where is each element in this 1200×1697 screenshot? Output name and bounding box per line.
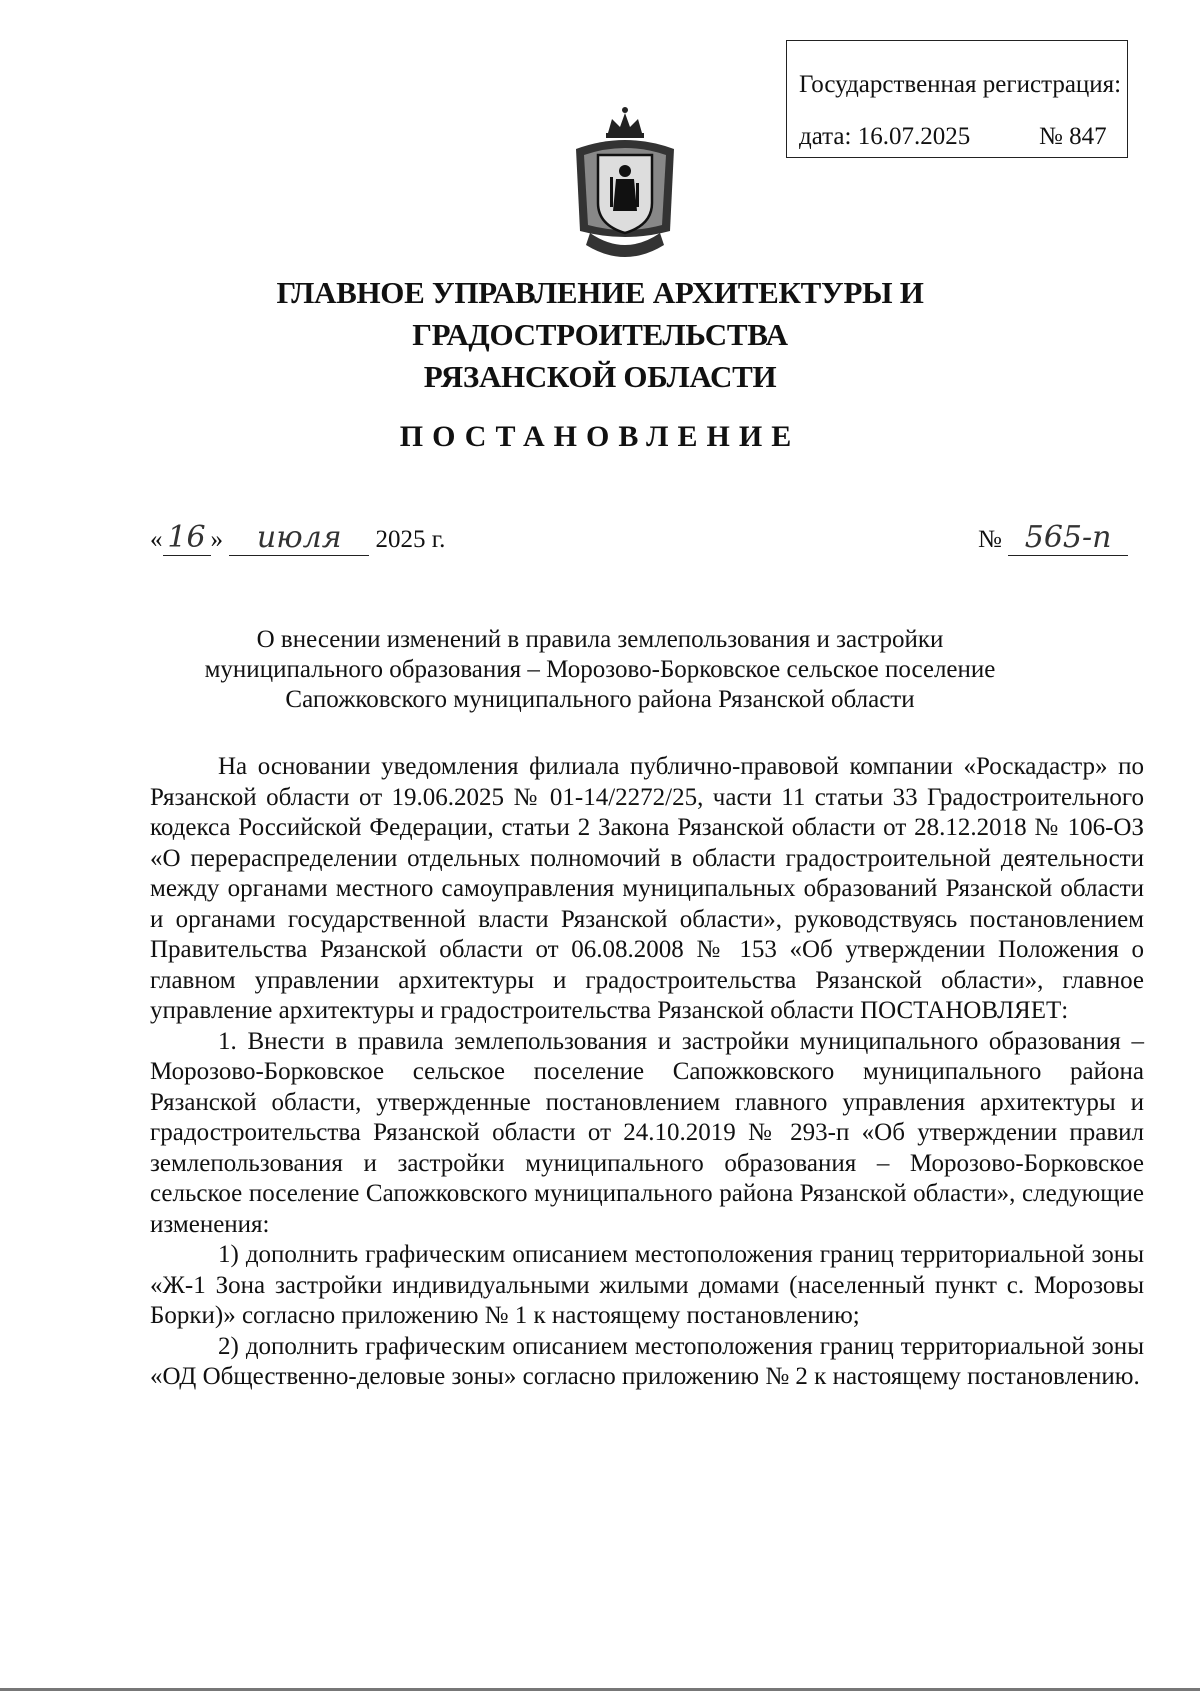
date-day-handwritten: 16	[163, 520, 211, 556]
date-open-quote: «	[150, 526, 163, 553]
registration-stamp	[786, 40, 1128, 158]
preamble-paragraph: На основании уведомления филиала публично-правовой компании «Роскадастр» по Рязанской области от 19.06.2025 № 01-14/2272/25, части 11 статьи 33 Градостроительного кодекса Российской Федерации, статьи 2 Закона Рязанской области от 28.12.2018 № 106-ОЗ «О перераспределении отдельных полномочий в области градостроительной деятельности между органами местного самоуправления муниципальных образований Рязанской области и органами государственной власти Рязанской области», руководствуясь постановлением Правительства Рязанской области от 06.08.2008 № 153 «Об утверждении Положения о главном управлении архитектуры и градостроительства Рязанской области», главное управление архитектуры и градостроительства Рязанской области ПОСТАНОВЛЯЕТ:	[150, 753, 1144, 1024]
subject-line-3: Сапожковского муниципального района Рязанской области	[285, 686, 915, 713]
subitem-1-paragraph: 1) дополнить графическим описанием местоположения границ территориальной зоны «Ж-1 Зона застройки индивидуальными жилыми домами (населенный пункт с. Морозовы Борки)» согласно приложению № 1 к настоящему постановлению;	[150, 1241, 1144, 1329]
registration-date-row	[799, 111, 1127, 163]
agency-name	[100, 272, 1100, 398]
document-date	[150, 520, 445, 556]
subject-line-2: муниципального образования – Морозово-Борковское сельское поселение	[204, 656, 996, 683]
agency-name-line-2: РЯЗАНСКОЙ ОБЛАСТИ	[423, 359, 777, 394]
subject-line-1: О внесении изменений в правила землепользования и застройки	[256, 626, 944, 653]
date-close-quote: »	[210, 526, 223, 553]
page-bottom-edge	[0, 1688, 1200, 1691]
date-month-handwritten: июля	[229, 520, 369, 556]
registration-title: Государственная регистрация:	[799, 71, 1122, 98]
number-prefix: №	[978, 526, 1002, 553]
registration-number: № 847	[1039, 123, 1107, 150]
subitem-2-paragraph: 2) дополнить графическим описанием местоположения границ территориальной зоны «ОД Общественно-деловые зоны» согласно приложению № 2 к настоящему постановлению.	[150, 1332, 1144, 1390]
number-handwritten: 565-п	[1008, 520, 1128, 556]
document-subject	[100, 625, 1100, 715]
date-year: 2025 г.	[375, 526, 446, 553]
document-type-title: ПОСТАНОВЛЕНИЕ	[399, 420, 801, 453]
document-number	[978, 520, 1128, 556]
coat-of-arms-icon	[570, 105, 680, 265]
document-body	[150, 752, 1144, 1393]
agency-name-line-1: ГЛАВНОЕ УПРАВЛЕНИЕ АРХИТЕКТУРЫ И ГРАДОСТРОИТЕЛЬСТВА	[276, 275, 924, 352]
registration-date: дата: 16.07.2025	[799, 123, 971, 150]
item-1-paragraph: 1. Внести в правила землепользования и застройки муниципального образования – Морозово-Борковское сельское поселение Сапожковского муниципального района Рязанской области, утвержденные постановлением главного управления архитектуры и градостроительства Рязанской области от 24.10.2019 № 293-п «Об утверждении правил землепользования и застройки муниципального образования – Морозово-Борковское сельское поселение Сапожковского муниципального района Рязанской области», следующие изменения:	[150, 1027, 1144, 1238]
